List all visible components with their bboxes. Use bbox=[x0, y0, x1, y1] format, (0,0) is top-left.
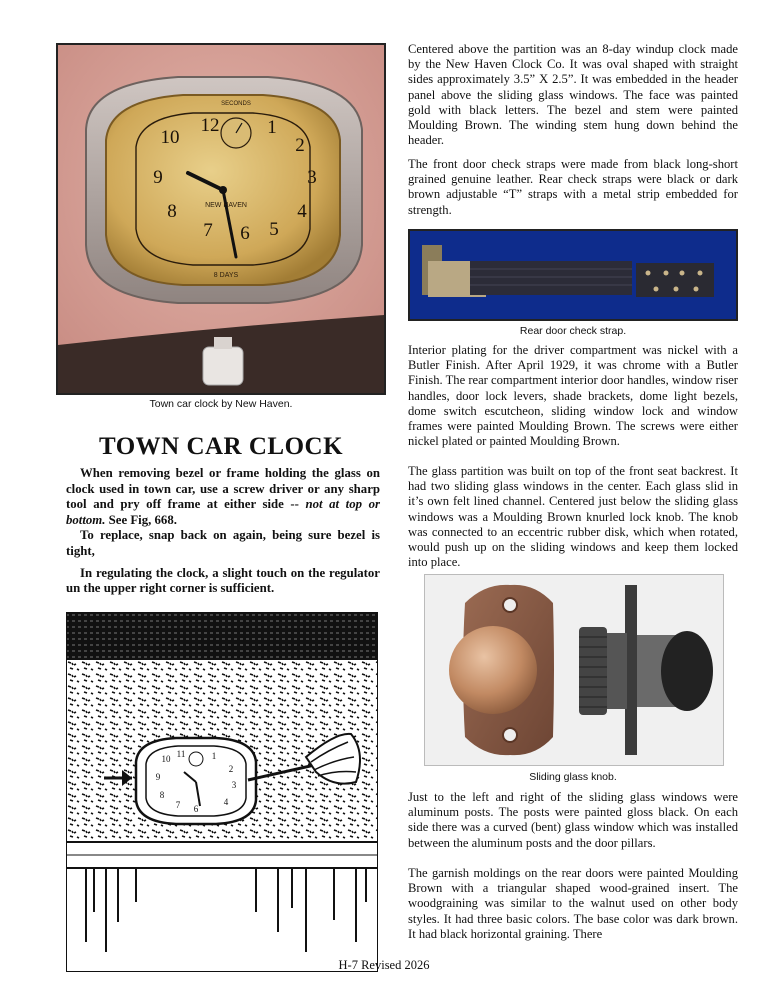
clock-numeral-9: 9 bbox=[153, 167, 163, 188]
illustration-svg bbox=[66, 612, 378, 972]
instruction-emphasis: not at top or bottom. bbox=[66, 497, 380, 527]
knob-photo bbox=[424, 574, 724, 766]
svg-text:1: 1 bbox=[211, 751, 217, 761]
clock-numeral-10: 10 bbox=[160, 127, 180, 148]
knob-photo-image bbox=[425, 575, 723, 765]
strap-photo-image bbox=[410, 231, 736, 319]
clock-numeral-3: 3 bbox=[307, 167, 317, 188]
clock-numeral-4: 4 bbox=[297, 201, 307, 222]
section-heading: TOWN CAR CLOCK bbox=[98, 433, 344, 460]
svg-text:7: 7 bbox=[175, 800, 181, 810]
svg-text:10: 10 bbox=[161, 754, 171, 764]
garnish-moldings-description: The garnish moldings on the rear doors were painted Moulding Brown with a triangular shaped wood-grained insert. The woodgraining was similar to the walnut used on other body styles. It had three basic colors. The base color was dark brown. It had black horizontal graining. There bbox=[408, 866, 738, 941]
clock-numeral-7: 7 bbox=[203, 220, 213, 241]
clock-description: Centered above the partition was an 8-day windup clock made by the New Haven Clock Co. It was oval shaped with straight sides approximately 3.5” X 2.5”. It was embedded in the header panel above the sliding glass windows. The face was painted gold with black letters. The bezel and stem were painted Moulding Brown. The winding stem hung down behind the header. bbox=[408, 42, 738, 148]
clock-photo-image bbox=[58, 45, 384, 393]
svg-text:4: 4 bbox=[223, 797, 229, 807]
clock-removal-illustration bbox=[66, 612, 378, 972]
instruction-para-1 bbox=[66, 466, 380, 528]
instruction-para-1-text: When removing bezel or frame holding the glass on clock used in town car, use a screw driver or any sharp tool and pry off frame at either side -- bbox=[66, 466, 380, 512]
strap-photo-caption: Rear door check strap. bbox=[519, 325, 627, 337]
instruction-para-3: In regulating the clock, a slight touch on the regulator un the upper right corner is sufficient. bbox=[66, 565, 380, 596]
check-strap-description: The front door check straps were made from black long-short grained genuine leather. Rear check straps were black or dark brown adjustable “T” straps with a metal strip embedded for strength. bbox=[408, 157, 738, 217]
clock-photo-caption: Town car clock by New Haven. bbox=[149, 398, 293, 410]
clock-numeral-6: 6 bbox=[240, 223, 250, 244]
clock-numeral-5: 5 bbox=[269, 219, 279, 240]
svg-text:9: 9 bbox=[155, 772, 161, 782]
glass-partition-description: The glass partition was built on top of the front seat backrest. It had two sliding glass windows in the center. Each glass slid in it’s own felt lined channel. Centered just below the sliding glass windows was a Moulding Brown knurled lock knob. The knob was connected to an eccentric rubber disk, which when rotated, would push up on the sliding windows and keep them locked into place. bbox=[408, 464, 738, 570]
figure-reference: See Fig, 668. bbox=[108, 512, 177, 527]
svg-text:3: 3 bbox=[231, 780, 237, 790]
clock-numeral-2: 2 bbox=[295, 135, 305, 156]
clock-days-label: 8 DAYS bbox=[213, 272, 239, 279]
page-footer: H-7 Revised 2026 bbox=[338, 958, 430, 972]
clock-subdial-label: SECONDS bbox=[221, 101, 251, 107]
interior-plating-description: Interior plating for the driver compartment was nickel with a Butler Finish. After April 1929, it was chrome with a Butler Finish. The rear compartment interior door handles, window riser handles, door lock levers, shade brackets, dome light bezels, dome switch escutcheon, sliding window lock and window frames were painted Moulding Brown. The screws were either nickel plated or painted Moulding Brown. bbox=[408, 343, 738, 449]
knob-photo-caption: Sliding glass knob. bbox=[529, 771, 617, 783]
clock-brand: NEW HAVEN bbox=[205, 202, 247, 209]
aluminum-posts-description: Just to the left and right of the sliding glass windows were aluminum posts. The posts were painted gloss black. On each side there was a curved (bent) glass window which was installed between the aluminum posts and the door pillars. bbox=[408, 790, 738, 850]
svg-text:6: 6 bbox=[193, 804, 199, 814]
clock-numeral-1: 1 bbox=[267, 117, 277, 138]
instruction-para-2: To replace, snap back on again, being sure bezel is tight, bbox=[66, 528, 380, 558]
svg-text:2: 2 bbox=[228, 764, 234, 774]
svg-text:11: 11 bbox=[176, 749, 186, 759]
clock-photo bbox=[56, 43, 386, 395]
svg-text:8: 8 bbox=[159, 790, 165, 800]
clock-numeral-8: 8 bbox=[167, 201, 177, 222]
clock-numeral-12: 12 bbox=[200, 115, 220, 136]
clock-instructions bbox=[66, 466, 380, 597]
strap-photo bbox=[408, 229, 738, 321]
